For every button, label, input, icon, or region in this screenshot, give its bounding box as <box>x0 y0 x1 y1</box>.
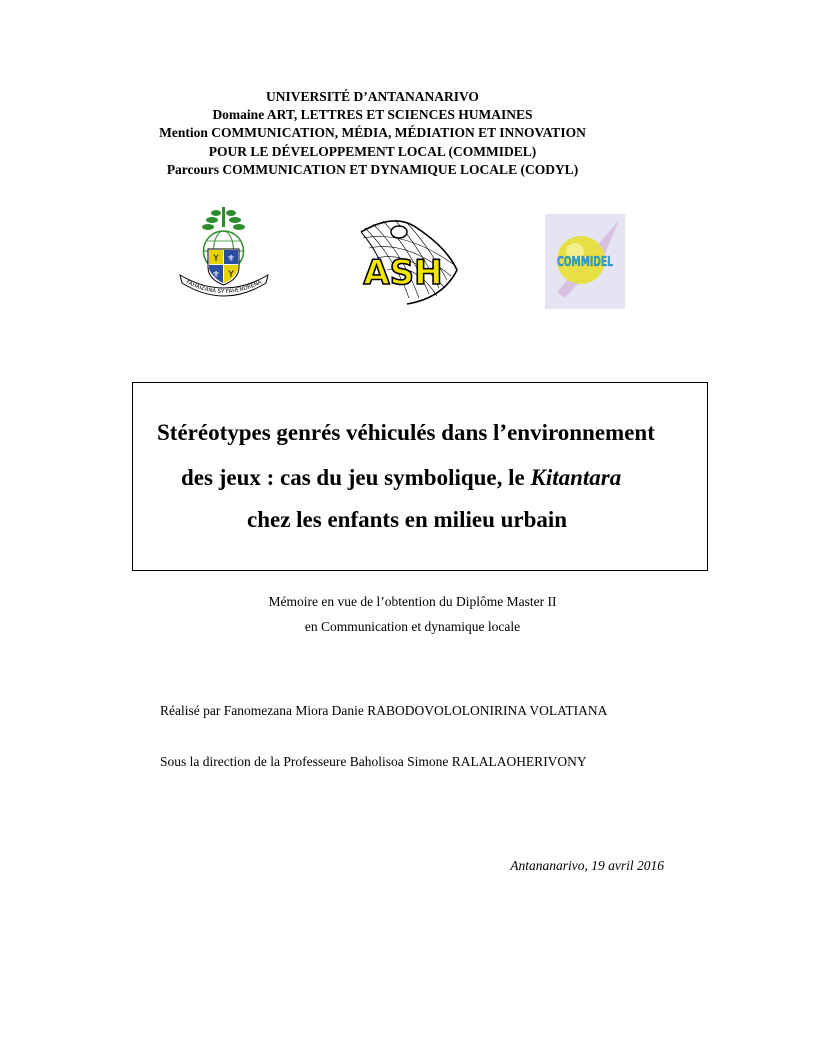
thesis-title-italic-term: Kitantara <box>530 465 622 490</box>
university-emblem-icon <box>178 205 270 305</box>
mention-line-continued: POUR LE DÉVELOPPEMENT LOCAL (COMMIDEL) <box>208 143 537 159</box>
university-name: UNIVERSITÉ D’ANTANANARIVO <box>266 89 479 104</box>
svg-text:⚜: ⚜ <box>226 254 236 264</box>
memoire-line-2: en Communication et dynamique locale <box>304 619 521 634</box>
thesis-title-line-2 <box>181 465 621 491</box>
thesis-title-line-1: Stéréotypes genrés véhiculés dans l’environnement <box>157 420 655 445</box>
thesis-title-line-2-text: des jeux : cas du jeu symbolique, le <box>181 465 531 490</box>
university-motto: FAHAIZANA SY FAHENDRENA <box>185 279 263 296</box>
memoire-line-1: Mémoire en vue de l’obtention du Diplôme Master II <box>268 594 557 609</box>
ash-logo <box>355 218 465 310</box>
place-date: Antananarivo, 19 avril 2016 <box>510 858 664 873</box>
university-logo <box>178 205 270 305</box>
commidel-text: COMMIDEL <box>557 254 614 270</box>
mention-line: Mention COMMUNICATION, MÉDIA, MÉDIATION ET INNOVATION <box>159 125 586 141</box>
supervisor-line: Sous la direction de la Professeure Baholisoa Simone RALALAOHERIVONY <box>160 754 587 769</box>
svg-text:Y: Y <box>213 254 219 264</box>
author-line: Réalisé par Fanomezana Miora Danie RABODOVOLOLONIRINA VOLATIANA <box>160 703 608 718</box>
svg-text:Y: Y <box>228 270 234 280</box>
commidel-sphere-icon <box>545 214 625 309</box>
domain-line: Domaine ART, LETTRES ET SCIENCES HUMAINES <box>212 107 533 123</box>
thesis-title-box <box>132 382 708 571</box>
svg-text:⚜: ⚜ <box>211 270 221 280</box>
ash-text: ASH <box>363 253 443 293</box>
memoire-description <box>0 589 825 639</box>
university-header <box>0 88 745 179</box>
ash-net-icon <box>355 218 465 310</box>
commidel-logo <box>545 214 625 309</box>
parcours-line: Parcours COMMUNICATION ET DYNAMIQUE LOCALE (CODYL) <box>166 161 579 177</box>
thesis-title-line-3: chez les enfants en milieu urbain <box>247 507 568 532</box>
